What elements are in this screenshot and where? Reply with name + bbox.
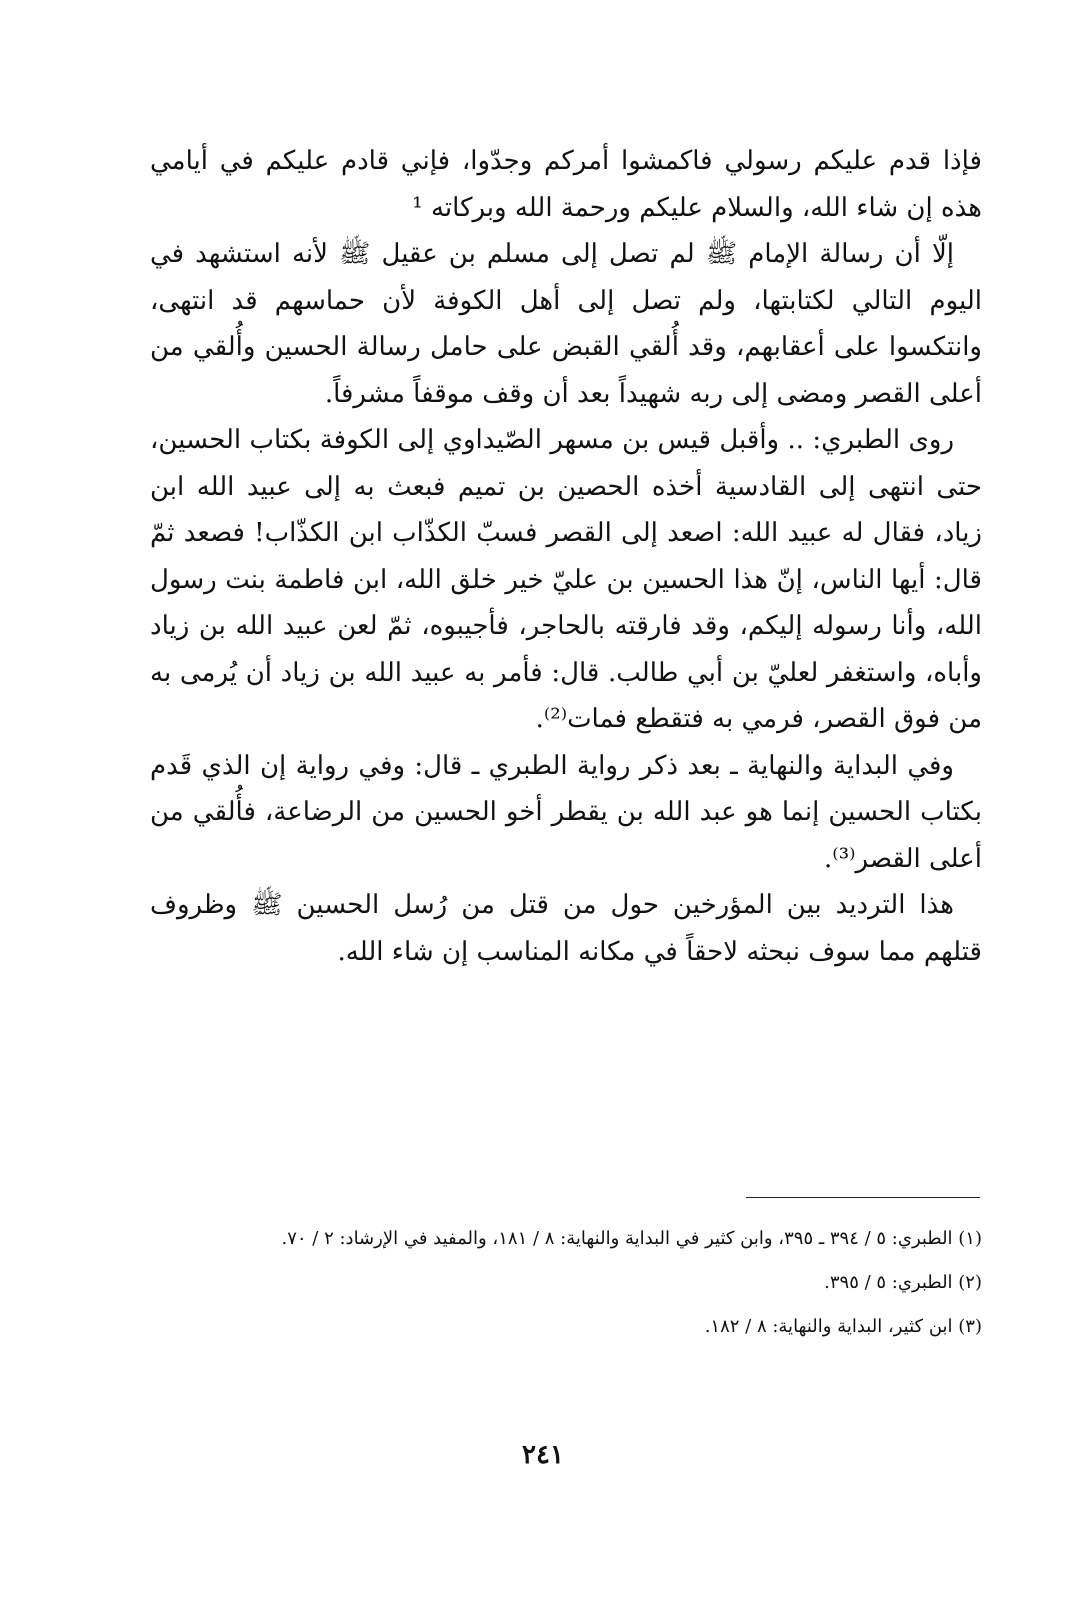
main-text (150, 138, 982, 975)
footnote-separator (746, 1197, 980, 1198)
paragraph-bidaya-narration: وفي البداية والنهاية ـ بعد ذكر رواية الطبري ـ قال: وفي رواية إن الذي قَدم بكتاب الحسين إنما هو عبد الله بن يقطر أخو الحسين من الرضاعة، فأُلقي من أعلى القصر⁽³⁾. (150, 750, 982, 874)
paragraph-tabari-narration: روى الطبري: .. وأقبل قيس بن مسهر الصّيداوي إلى الكوفة بكتاب الحسين، حتى انتهى إلى القادسية أخذه الحصين بن تميم فبعث به إلى عبيد الله ابن زياد، فقال له عبيد الله: اصعد إلى القصر فسبّ الكذّاب ابن الكذّاب! فصعد ثمّ قال: أيها الناس، إنّ هذا الحسين بن عليّ خير خلق الله، ابن فاطمة بنت رسول الله، وأنا رسوله إليكم، وقد فارقته بالحاجر، فأجيبوه، ثمّ لعن عبيد الله بن زياد وأباه، واستغفر لعليّ بن أبي طالب. قال: فأمر به عبيد الله بن زياد أن يُرمى به من فوق القصر، فرمي به فتقطع فمات⁽²⁾. (150, 425, 982, 734)
footnote-2: (٢) الطبري: ٥ / ٣٩٥. (824, 1272, 982, 1293)
paragraph-letter-ending: فإذا قدم عليكم رسولي فاكمشوا أمركم وجدّوا، فإني قادم عليكم في أيامي هذه إن شاء الله، والسلام عليكم ورحمة الله وبركاته ¹ (150, 146, 982, 223)
footnote-3: (٣) ابن كثير، البداية والنهاية: ٨ / ١٨٢. (704, 1316, 982, 1337)
footnote-1: (١) الطبري: ٥ / ٣٩٤ ـ ٣٩٥، وابن كثير في البداية والنهاية: ٨ / ١٨١، والمفيد في الإرشاد: ٢ / ٧٠. (281, 1228, 982, 1249)
footnotes (150, 1220, 982, 1352)
paragraph-conclusion: هذا الترديد بين المؤرخين حول من قتل من رُسل الحسين ﷺ وظروف قتلهم مما سوف نبحثه لاحقاً في مكانه المناسب إن شاء الله. (150, 890, 982, 967)
page-number: ٢٤١ (522, 1440, 564, 1470)
paragraph-letter-not-delivered: إلّا أن رسالة الإمام ﷺ لم تصل إلى مسلم بن عقيل ﷺ لأنه استشهد في اليوم التالي لكتابتها، ولم تصل إلى أهل الكوفة لأن حماسهم قد انتهى، وانتكسوا على أعقابهم، وقد أُلقي القبض على حامل رسالة الحسين وأُلقي من أعلى القصر ومضى إلى ربه شهيداً بعد أن وقف موقفاً مشرفاً. (150, 239, 982, 409)
